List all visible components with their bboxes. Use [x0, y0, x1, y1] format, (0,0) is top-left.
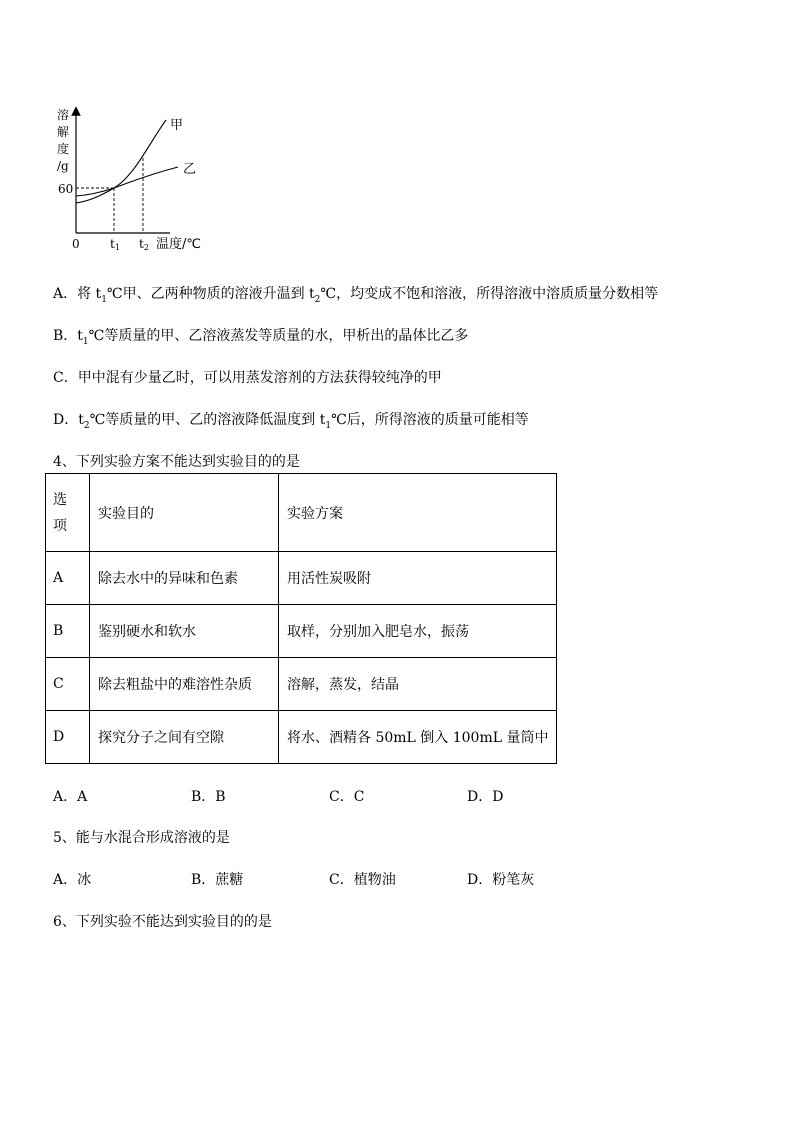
- curve-jia: [76, 120, 166, 203]
- row-goal: 探究分子之间有空隙: [90, 711, 279, 764]
- y-axis-label-1: 溶: [57, 108, 70, 122]
- q3-option-d: D．$t_2℃$等质量的甲、乙的溶液降低温度到 $t_1℃$后，所得溶液的质量可能相等: [53, 412, 529, 431]
- table-row: [46, 711, 557, 764]
- q5-choice-c: C．植物油: [329, 872, 396, 888]
- row-goal: 除去水中的异味和色素: [90, 552, 279, 605]
- row-option: D: [46, 711, 90, 764]
- curve-jia-label: 甲: [170, 118, 184, 133]
- q4-choice-b: B．B: [191, 789, 226, 805]
- row-goal: 除去粗盐中的难溶性杂质: [90, 658, 279, 711]
- q4-choice-a: A．A: [53, 789, 88, 805]
- header-goal: 实验目的: [90, 474, 279, 552]
- q5-choice-a: A．冰: [53, 872, 92, 888]
- q5-stem: 5、能与水混合形成溶液的是: [53, 830, 230, 846]
- y-axis-label-3: 度: [57, 142, 70, 156]
- table-row: [46, 552, 557, 605]
- table-header-row: [46, 474, 557, 552]
- row-plan: 取样，分别加入肥皂水，振荡: [279, 605, 557, 658]
- q4-choice-d: D．D: [467, 789, 504, 805]
- table-row: [46, 658, 557, 711]
- row-plan: 将水、酒精各 50mL 倒入 100mL 量筒中: [279, 711, 557, 764]
- table-row: [46, 605, 557, 658]
- q5-choice-b: B．蔗糖: [191, 872, 244, 888]
- x-tick-t2: t2: [139, 237, 149, 252]
- q3-option-b: B．$t_1℃$等质量的甲、乙溶液蒸发等质量的水，甲析出的晶体比乙多: [53, 328, 469, 347]
- q4-table: [45, 473, 557, 764]
- q3-option-a: A．将 $t_1℃$甲、乙两种物质的溶液升温到 $t_2℃$，均变成不饱和溶液，所得溶液中溶质质量分数相等: [53, 286, 659, 305]
- curve-yi: [76, 167, 178, 196]
- header-option: 选 项: [46, 474, 90, 552]
- row-goal: 鉴别硬水和软水: [90, 605, 279, 658]
- origin-label: 0: [72, 237, 80, 251]
- row-plan: 用活性炭吸附: [279, 552, 557, 605]
- row-option: C: [46, 658, 90, 711]
- q5-choice-d: D．粉笔灰: [467, 872, 535, 888]
- y-tick-60: 60: [58, 182, 74, 196]
- q3-option-c: C．甲中混有少量乙时，可以用蒸发溶剂的方法获得较纯净的甲: [53, 370, 442, 386]
- x-tick-t1: t1: [110, 237, 120, 252]
- q4-stem: 4、下列实验方案不能达到实验目的的是: [53, 454, 300, 470]
- header-plan: 实验方案: [279, 474, 557, 552]
- x-axis-label: 温度/℃: [156, 237, 201, 252]
- y-axis-label-4: /g: [57, 159, 69, 173]
- row-plan: 溶解，蒸发，结晶: [279, 658, 557, 711]
- q6-stem: 6、下列实验不能达到实验目的的是: [53, 914, 272, 930]
- curve-yi-label: 乙: [183, 162, 197, 177]
- row-option: B: [46, 605, 90, 658]
- solubility-graph: [50, 105, 220, 255]
- q4-choice-c: C．C: [329, 789, 365, 805]
- y-axis-label-2: 解: [57, 125, 70, 139]
- row-option: A: [46, 552, 90, 605]
